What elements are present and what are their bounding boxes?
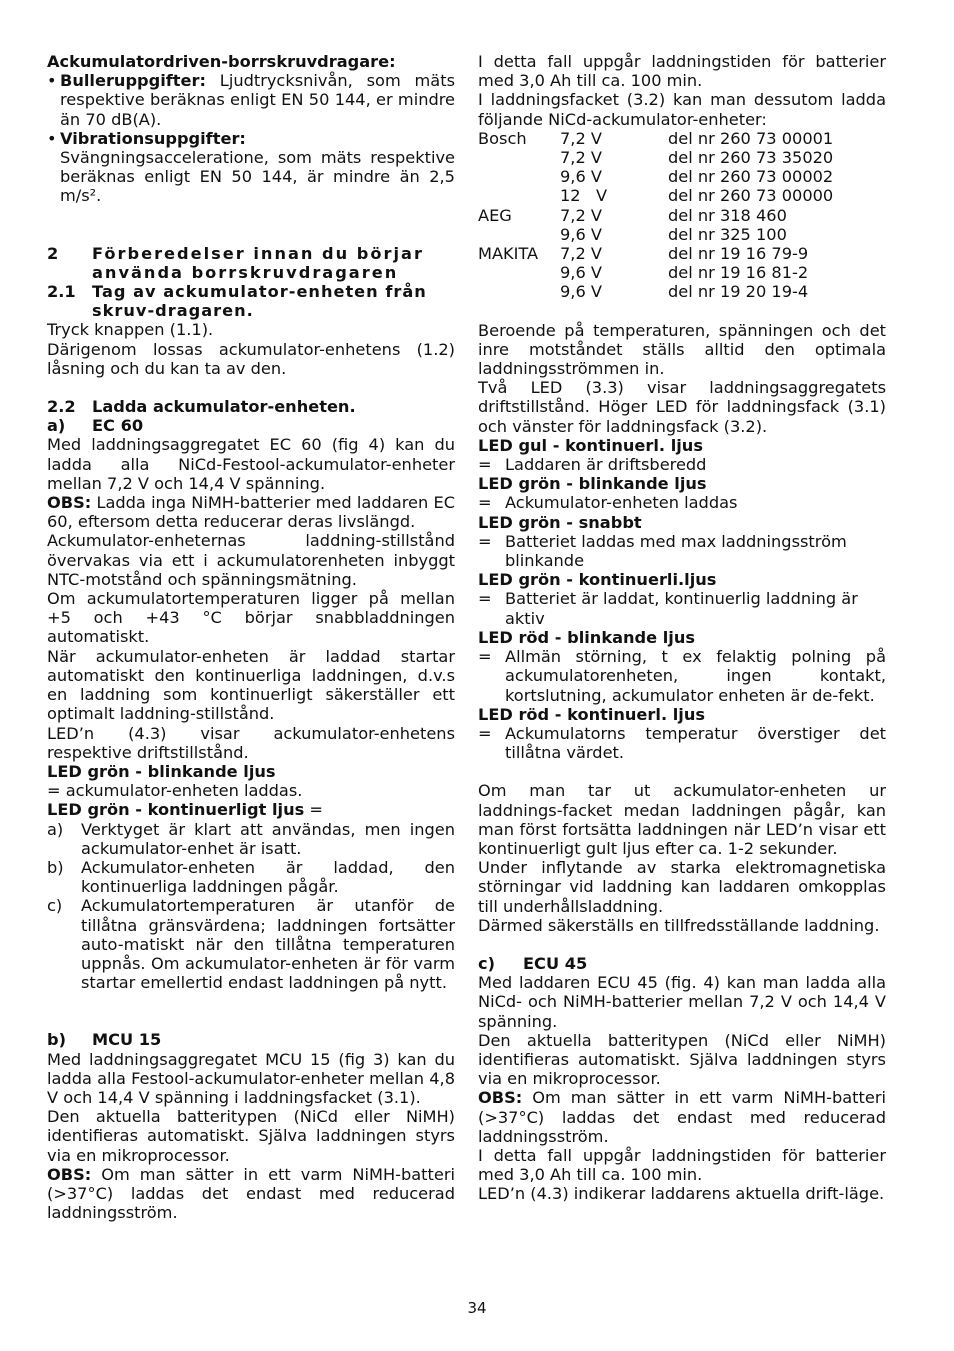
led-label: LED grön - blinkande ljus xyxy=(478,474,707,494)
led-label: LED röd - blinkande ljus xyxy=(478,627,696,647)
table-row: 9,6 V del nr 260 73 00002 xyxy=(560,167,834,187)
paragraph: I detta fall uppgår laddningstiden för batterier med 3,0 Ah till ca. 100 min. xyxy=(478,52,886,91)
section-2-2-heading: 2.2 Ladda ackumulator-enheten. xyxy=(47,397,356,417)
paragraph: Två LED (3.3) visar laddningsaggregatets driftstillstånd. Höger LED för laddningsfack (3.1) och vänster för laddningsfack (3.2). xyxy=(478,378,886,436)
page-number: 34 xyxy=(467,1299,487,1317)
list-item: c) Ackumulatortemperaturen är utanför de tillåtna gränsvärdena; laddningen fortsätter auto-matiskt när den tillåtna temperaturen uppnås. Om ackumulator-enheten är för varm startar emellertid endast laddningen på nytt. xyxy=(47,896,455,993)
led-label: LED gul - kontinuerl. ljus xyxy=(478,435,703,455)
noise-bullet: • Bulleruppgifter: Ljudtrycksnivån, som mäts respektive beräknas enligt EN 50 144, er mindre än 70 dB(A). xyxy=(47,71,455,129)
led-label: LED grön - snabbt xyxy=(478,512,642,532)
table-row: 9,6 V del nr 325 100 xyxy=(560,224,787,244)
paragraph: När ackumulator-enheten är laddad startar automatiskt den kontinuerliga laddningen, d.v.s en laddning som kontinuerligt säkerställer ett optimalt laddning-stillstånd. xyxy=(47,646,455,724)
paragraph: Med laddningsaggregatet MCU 15 (fig 3) kan du ladda alla Festool-ackumulator-enheter mellan 4,8 V och 14,4 V spänning i laddningsfacket (3.1). xyxy=(47,1049,455,1107)
table-row: 12 V del nr 260 73 00000 xyxy=(560,186,834,206)
section-2-heading: 2 Förberedelser innan du börjar använda borrskruvdragaren xyxy=(47,243,424,282)
led-description: = Laddaren är driftsberedd xyxy=(478,455,707,475)
parts-table xyxy=(478,129,833,302)
led-description: = Allmän störning, t ex felaktig polning på ackumulatorenheten, ingen kontakt, kortslutning, ackumulator enheten är de-fekt. xyxy=(478,647,886,705)
paragraph: Med laddningsaggregatet EC 60 (fig 4) kan du ladda alla NiCd-Festool-ackumulator-enheter mellan 7,2 V och 14,4 V spänning. xyxy=(47,435,455,493)
paragraph: Om man tar ut ackumulator-enheten ur laddnings-facket medan laddningen pågår, kan man först fortsätta laddningen när LED’n visar ett kontinuerligt gult ljus efter ca. 1-2 sekunder. xyxy=(478,781,886,858)
led-description: = Batteriet laddas med max laddningsström blinkande xyxy=(478,531,847,571)
led-description: = Ackumulatorns temperatur överstiger det tillåtna värdet. xyxy=(478,723,886,763)
paragraph: LED’n (4.3) indikerar laddarens aktuella drift-läge. xyxy=(478,1184,885,1204)
obs-note: OBS: Ladda inga NiMH-batterier med laddaren EC 60, eftersom detta reducerar deras livslängd. xyxy=(47,493,455,532)
led-label: LED grön - blinkande ljus xyxy=(47,761,276,781)
table-row: Bosch 7,2 V del nr 260 73 00001 xyxy=(478,128,834,148)
subsection-b-heading: b) MCU 15 xyxy=(47,1030,162,1050)
paragraph: Den aktuella batteritypen (NiCd eller NiMH) identifieras automatiskt. Själva laddningen styrs via en mikroprocessor. xyxy=(478,1030,886,1089)
paragraph: Med laddaren ECU 45 (fig. 4) kan man ladda alla NiCd- och NiMH-batterier mellan 7,2 V och 14,4 V spänning. xyxy=(478,973,886,1031)
paragraph: Om ackumulatortemperaturen ligger på mellan +5 och +43 °C börjar snabbladdningen automatiskt. xyxy=(47,589,455,647)
paragraph: Därmed säkerställs en tillfredsställande laddning. xyxy=(478,915,880,935)
left-column xyxy=(47,52,455,1222)
right-column xyxy=(478,52,886,1204)
obs-note: OBS: Om man sätter in ett varm NiMH-batteri (>37°C) laddas det endast med reducerad laddningsström. xyxy=(47,1164,455,1223)
paragraph: I detta fall uppgår laddningstiden för batterier med 3,0 Ah till ca. 100 min. xyxy=(478,1145,886,1185)
subsection-a-heading: a) EC 60 xyxy=(47,416,144,436)
paragraph: Den aktuella batteritypen (NiCd eller NiMH) identifieras automatiskt. Själva laddningen styrs via en mikroprocessor. xyxy=(47,1107,455,1165)
table-row: MAKITA 7,2 V del nr 19 16 79-9 xyxy=(478,244,809,264)
led-description: = Ackumulator-enheten laddas xyxy=(478,493,738,513)
paragraph: Beroende på temperaturen, spänningen och det inre motståndet ställs alltid den optimala laddningsströmmen in. xyxy=(478,320,886,379)
main-heading: Ackumulatordriven-borrskruvdragare: xyxy=(47,52,396,71)
led-label: LED grön - kontinuerli.ljus xyxy=(478,570,717,590)
paragraph: I laddningsfacket (3.2) kan man dessutom ladda följande NiCd-ackumulator-enheter: xyxy=(478,90,886,129)
table-row: 7,2 V del nr 260 73 35020 xyxy=(560,148,834,168)
section-2-1-heading: 2.1 Tag av ackumulator-enheten från skruv-dragaren. xyxy=(47,282,427,321)
table-row: AEG 7,2 V del nr 318 460 xyxy=(478,205,787,225)
table-row: 9,6 V del nr 19 20 19-4 xyxy=(560,282,809,302)
table-row: 9,6 V del nr 19 16 81-2 xyxy=(560,263,809,283)
paragraph: LED’n (4.3) visar ackumulator-enhetens respektive driftstillstånd. xyxy=(47,723,455,762)
paragraph: Ackumulator-enheternas laddning-stillstånd övervakas via ett i ackumulatorenheten inbyggt NTC-motstånd och spänningsmätning. xyxy=(47,531,455,589)
vibration-bullet: • Vibrationsuppgifter: Svängningsacceleratione, som mäts respektive beräknas enligt EN 50 144, är mindre än 2,5 m/s². xyxy=(47,129,455,206)
paragraph: Därigenom lossas ackumulator-enhetens (1.2) låsning och du kan ta av den. xyxy=(47,339,455,378)
list-item: b) Ackumulator-enheten är laddad, den kontinuerliga laddningen pågår. xyxy=(47,857,455,897)
led-label: LED röd - kontinuerl. ljus xyxy=(478,704,705,724)
obs-note: OBS: Om man sätter in ett varm NiMH-batteri (>37°C) laddas det endast med reducerad laddningsström. xyxy=(478,1088,886,1146)
led-description: = ackumulator-enheten laddas. xyxy=(47,781,303,801)
list-item: a) Verktyget är klart att användas, men ingen ackumulator-enhet är isatt. xyxy=(47,819,455,858)
paragraph: Tryck knappen (1.1). xyxy=(47,320,214,340)
subsection-c-heading: c) ECU 45 xyxy=(478,953,588,973)
paragraph: Under inflytande av starka elektromagnetiska störningar vid laddning kan laddaren omkopplas till underhållsladdning. xyxy=(478,858,886,916)
led-description: = Batteriet är laddat, kontinuerlig laddning är aktiv xyxy=(478,589,858,628)
led-label: LED grön - kontinuerligt ljus = xyxy=(47,800,323,820)
